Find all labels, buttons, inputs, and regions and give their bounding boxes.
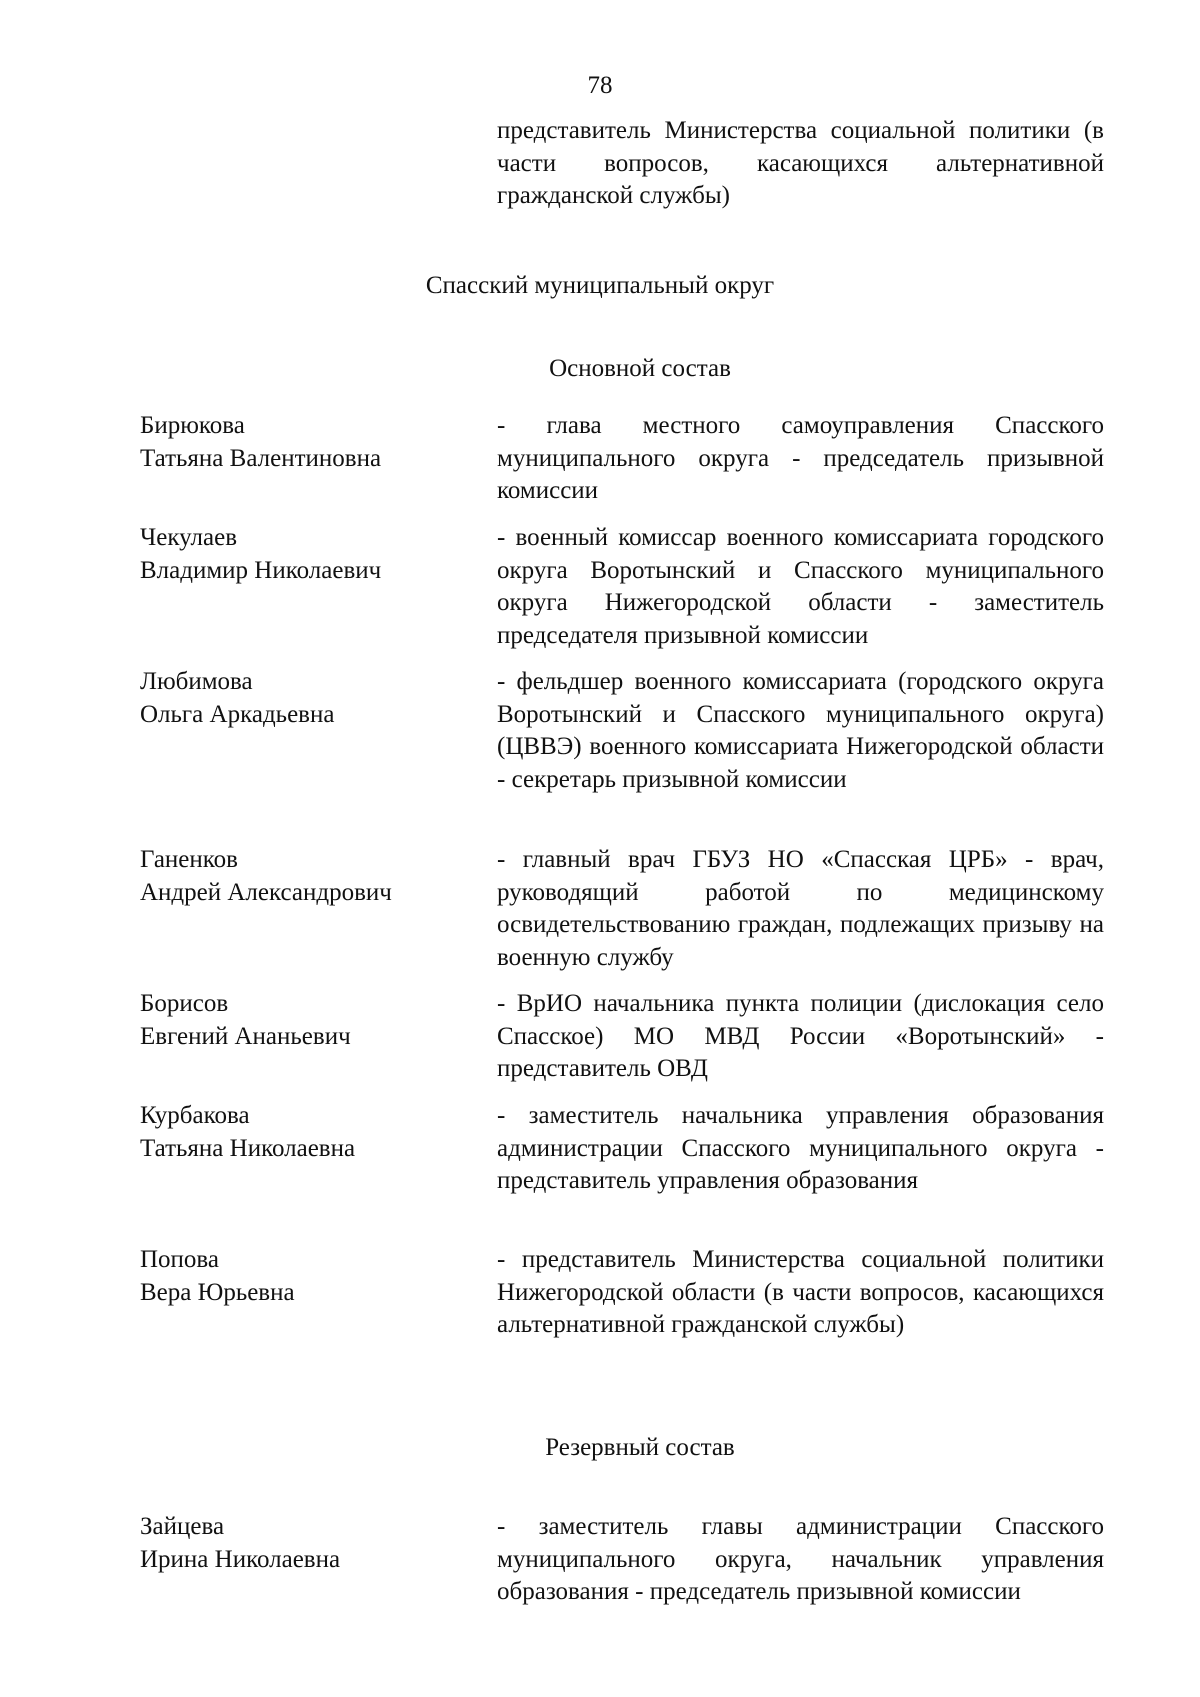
member-surname: Зайцева — [140, 1513, 225, 1540]
member-role: - представитель Министерства социальной политики Нижегородской области (в части вопросов, касающихся альтернативной гражданской службы) — [497, 1246, 1104, 1338]
member-name — [140, 1244, 480, 1309]
member-name — [140, 988, 480, 1053]
member-name — [140, 522, 480, 587]
member-surname: Любимова — [140, 668, 253, 695]
reserve-composition-heading: Резервный состав — [545, 1434, 735, 1461]
main-composition-heading: Основной состав — [549, 355, 731, 382]
member-given-names: Евгений Ананьевич — [140, 1022, 351, 1050]
member-role: - ВрИО начальника пункта полиции (дислокация село Спасское) МО МВД России «Воротынский» - представитель ОВД — [497, 990, 1104, 1082]
member-surname: Борисов — [140, 990, 229, 1017]
member-surname: Бирюкова — [140, 412, 245, 439]
member-surname: Попова — [140, 1246, 220, 1273]
continuation-paragraph: представитель Министерства социальной политики (в части вопросов, касающихся альтернативной гражданской службы) — [497, 117, 1104, 209]
member-name — [140, 1511, 480, 1576]
member-given-names: Ирина Николаевна — [140, 1545, 341, 1573]
member-role: - фельдшер военного комиссариата (городского округа Воротынский и Спасского муниципального округа) (ЦВВЭ) военного комиссариата Нижегородской области - секретарь призывной комиссии — [497, 668, 1104, 793]
member-role: - военный комиссар военного комиссариата городского округа Воротынский и Спасского муниципального округа Нижегородской области - заместитель председателя призывной комиссии — [497, 524, 1104, 649]
member-surname: Курбакова — [140, 1102, 250, 1129]
member-role: - главный врач ГБУЗ НО «Спасская ЦРБ» - врач, руководящий работой по медицинскому освидетельствованию граждан, подлежащих призыву на военную службу — [497, 846, 1104, 971]
member-given-names: Ольга Аркадьевна — [140, 700, 335, 728]
member-role: - заместитель начальника управления образования администрации Спасского муниципального округа - представитель управления образования — [497, 1102, 1104, 1194]
member-role: - заместитель главы администрации Спасского муниципального округа, начальник управления образования - председатель призывной комиссии — [497, 1513, 1104, 1605]
member-name — [140, 410, 480, 475]
member-given-names: Татьяна Николаевна — [140, 1134, 356, 1162]
page-number: 78 — [587, 72, 613, 99]
member-given-names: Андрей Александрович — [140, 878, 392, 906]
member-surname: Чекулаев — [140, 524, 238, 551]
member-surname: Ганенков — [140, 846, 238, 873]
member-role: - глава местного самоуправления Спасского муниципального округа - председатель призывной комиссии — [497, 412, 1104, 504]
member-given-names: Вера Юрьевна — [140, 1278, 295, 1306]
member-name — [140, 844, 480, 909]
member-given-names: Владимир Николаевич — [140, 556, 382, 584]
member-name — [140, 666, 480, 731]
member-given-names: Татьяна Валентиновна — [140, 444, 382, 472]
member-name — [140, 1100, 480, 1165]
district-title: Спасский муниципальный округ — [425, 272, 775, 299]
